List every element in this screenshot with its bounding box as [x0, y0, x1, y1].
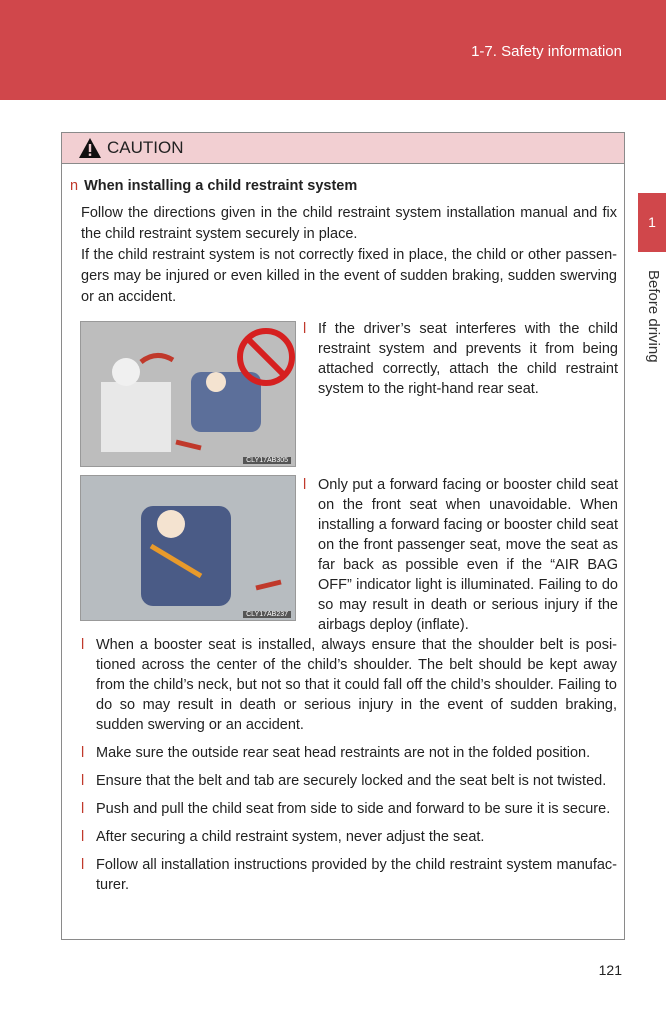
section-title: 1-7. Safety information — [471, 43, 622, 60]
list-item-text: Make sure the outside rear seat head restraints are not in the folded position. — [96, 745, 591, 761]
booster-seat-front-image — [81, 476, 295, 620]
rear-seat-child-illustration — [80, 321, 296, 467]
list-item — [81, 743, 617, 763]
list-item — [303, 319, 618, 399]
list-item-text: When a booster seat is installed, always ensure that the shoulder belt is posi-tioned across the center of the child’s shoulder. The belt should be kept away from the child’s neck, but not so that it could fall off the child’s shoulder. Failing to do so may result in death or serious injury in the event of sudden braking, sudden swerving or an accident. — [96, 637, 617, 733]
child-seat-rear-image — [81, 322, 295, 466]
caution-header — [62, 133, 624, 164]
bullet-marker: l — [81, 637, 85, 653]
list-item-text: If the driver’s seat interferes with the child restraint system and prevents it from being attached correctly, attach the child restraint system to the right-hand rear seat. — [318, 321, 618, 397]
caution-title: CAUTION — [107, 138, 184, 157]
bullet-marker: l — [81, 773, 85, 789]
list-item-text: Ensure that the belt and tab are securely locked and the seat belt is not twisted. — [96, 773, 607, 789]
chapter-tab — [638, 193, 666, 252]
bullet-marker: l — [303, 477, 307, 493]
front-seat-child-illustration — [80, 475, 296, 621]
bullet-marker: l — [81, 745, 85, 761]
bullet-marker: l — [81, 801, 85, 817]
list-item-text: Only put a forward facing or booster child seat on the front seat when unavoidable. When installing a forward facing or booster child seat on the front passenger seat, move the seat as far back as possible even if the “AIR BAG OFF” indicator light is illuminated. Failing to do so may result in death or serious injury if the airbags deploy (inflate). — [318, 477, 618, 633]
bullet-marker: l — [81, 829, 85, 845]
page-header — [0, 0, 666, 100]
list-item — [303, 475, 618, 635]
list-item — [81, 771, 617, 791]
intro-paragraph: If the child restraint system is not correctly fixed in place, the child or other passen-gers may be injured or even killed in the event of sudden braking, sudden swerving or an accident. — [81, 247, 617, 305]
chapter-number: 1 — [648, 214, 656, 230]
bullet-marker: l — [303, 321, 307, 337]
chapter-label: Before driving — [645, 270, 662, 363]
caution-heading — [70, 178, 357, 194]
image-code: CLY17AB305 — [243, 457, 291, 464]
heading-marker: n — [70, 178, 79, 194]
list-item — [81, 799, 617, 819]
caution-box — [61, 132, 625, 940]
list-item-text: After securing a child restraint system, never adjust the seat. — [96, 829, 485, 845]
intro-text — [81, 203, 617, 308]
list-item — [81, 827, 617, 847]
list-item — [81, 855, 617, 895]
list-item-text: Follow all installation instructions provided by the child restraint system manufac-turer. — [96, 857, 617, 893]
page-number: 121 — [598, 962, 622, 978]
heading-text: When installing a child restraint system — [84, 178, 358, 194]
intro-paragraph: Follow the directions given in the child restraint system installation manual and fix the child restraint system securely in place. — [81, 205, 617, 242]
warning-icon — [78, 137, 102, 159]
list-item — [81, 635, 617, 735]
caution-bullet-list — [81, 635, 617, 903]
bullet-marker: l — [81, 857, 85, 873]
list-item-text: Push and pull the child seat from side to side and forward to be sure it is secure. — [96, 801, 611, 817]
image-code: CLY17AB237 — [243, 611, 291, 618]
